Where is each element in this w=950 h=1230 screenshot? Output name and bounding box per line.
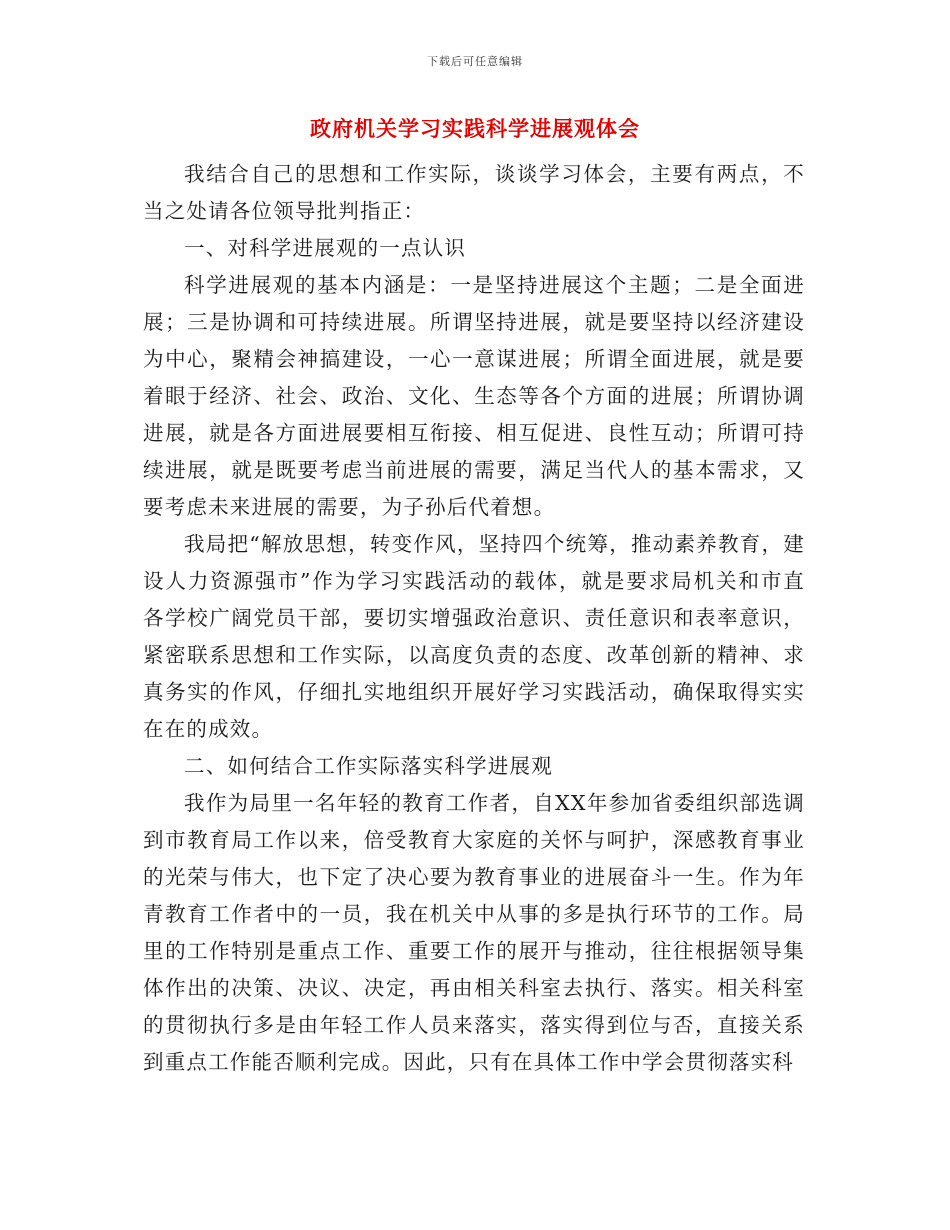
section-heading-2: 二、如何结合工作实际落实科学进展观 xyxy=(184,754,553,778)
document-body xyxy=(143,156,805,1081)
paragraph-bureau-activity: 我局把“解放思想，转变作风，坚持四个统筹，推动素养教育，建设人力资源强市”作为学习实践活动的载体，就是要求局机关和市直各学校广阔党员干部，要切实增强政治意识、责任意识和表率意识，紧密联系思想和工作实际，以高度负责的态度、改革创新的精神、求真务实的作风，仔细扎实地组织开展好学习实践活动，确保取得实实在在的成效。 xyxy=(143,532,805,741)
paragraph-connotation: 科学进展观的基本内涵是：一是坚持进展这个主题；二是全面进展；三是协调和可持续进展。所谓坚持进展，就是要坚持以经济建设为中心，聚精会神搞建设，一心一意谋进展；所谓全面进展，就是要着眼于经济、社会、政治、文化、生态等各个方面的进展；所谓协调进展，就是各方面进展要相互衔接、相互促进、良性互动；所谓可持续进展，就是既要考虑当前进展的需要，满足当代人的基本需求，又要考虑未来进展的需要，为子孙后代着想。 xyxy=(143,273,805,519)
paragraph-personal-work: 我作为局里一名年轻的教育工作者，自XX年参加省委组织部选调到市教育局工作以来，倍受教育大家庭的关怀与呵护，深感教育事业的光荣与伟大，也下定了决心要为教育事业的进展奋斗一生。作为年青教育工作者中的一员，我在机关中从事的多是执行环节的工作。局里的工作特别是重点工作、重要工作的展开与推动，往往根据领导集体作出的决策、决议、决定，再由相关科室去执行、落实。相关科室的贯彻执行多是由年轻工作人员来落实，落实得到位与否，直接关系到重点工作能否顺利完成。因此，只有在具体工作中学会贯彻落实科 xyxy=(143,791,805,1074)
header-note: 下载后可任意编辑 xyxy=(427,55,523,68)
section-heading-1: 一、对科学进展观的一点认识 xyxy=(184,236,467,260)
document-title: 政府机关学习实践科学进展观体会 xyxy=(310,116,640,141)
paragraph-intro: 我结合自己的思想和工作实际，谈谈学习体会，主要有两点，不当之处请各位领导批判指正： xyxy=(143,162,805,223)
